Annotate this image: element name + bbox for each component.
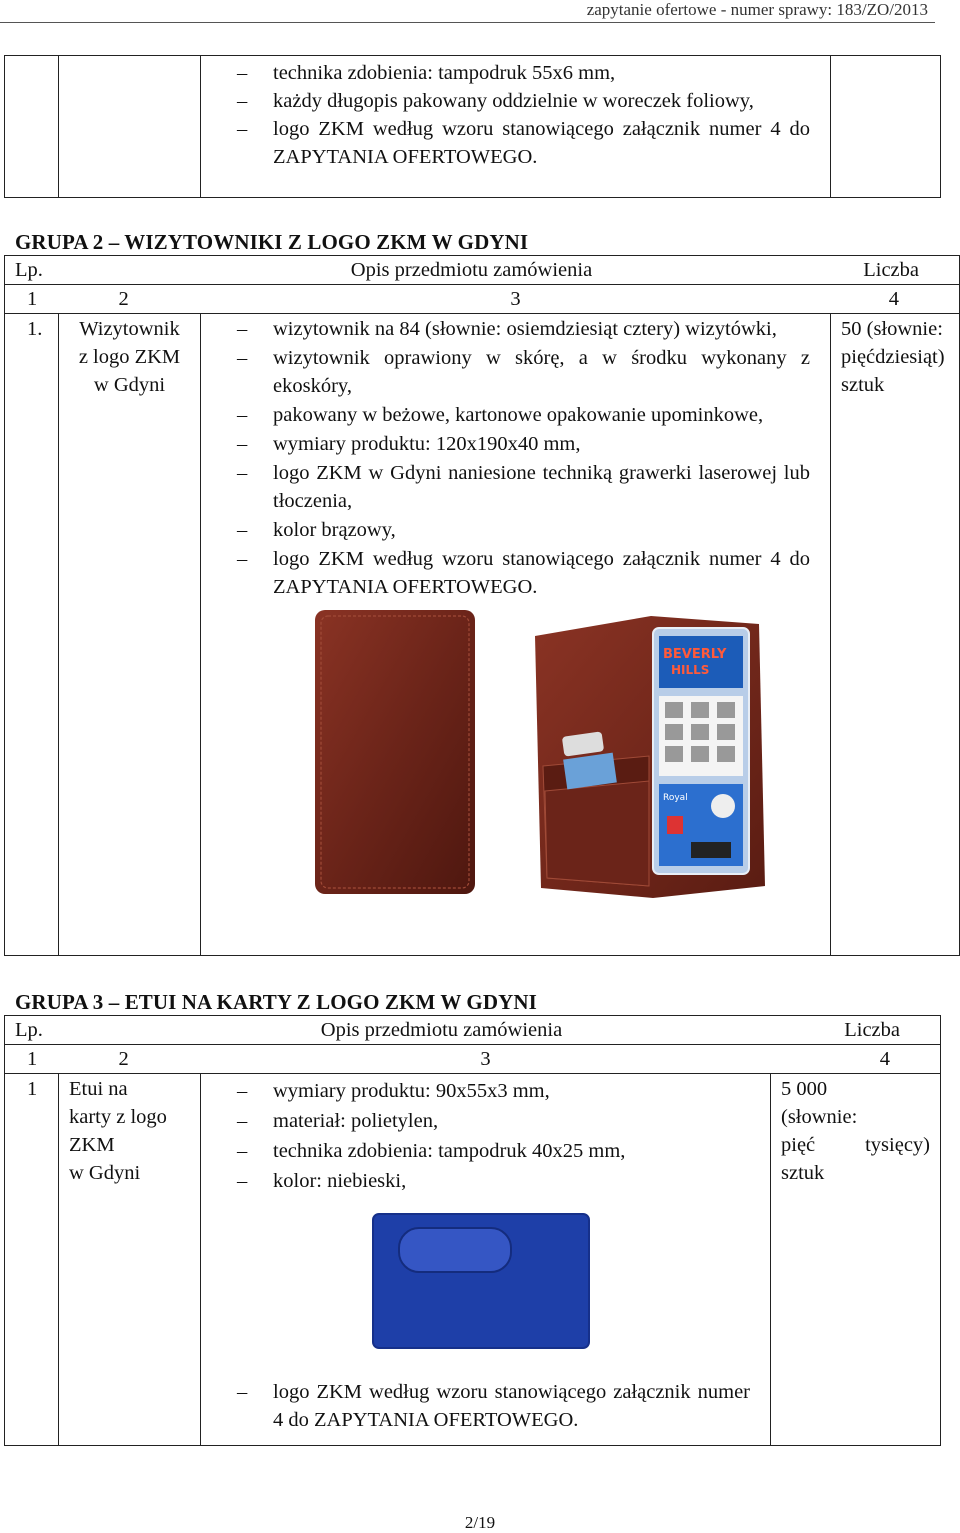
count-line: pięć tysięcy)	[781, 1134, 930, 1156]
group2-row-desc	[201, 314, 831, 956]
list-item: – kolor: niebieski,	[195, 1166, 750, 1196]
top-continuation-table	[4, 55, 941, 198]
group2-row-lp: 1.	[5, 314, 59, 956]
count-line: sztuk	[781, 1162, 825, 1184]
group2-table	[4, 255, 960, 956]
list-item: – wymiary produktu: 120x190x40 mm,	[195, 430, 810, 459]
top-spec-list	[195, 59, 810, 171]
group2-header-desc: Opis przedmiotu zamówienia	[59, 256, 831, 285]
top-desc-cell	[201, 56, 831, 198]
list-item: – logo ZKM według wzoru stanowiącego załącznik numer 4 do ZAPYTANIA OFERTOWEGO.	[195, 545, 810, 602]
group3-header-lp: Lp.	[5, 1016, 59, 1045]
wallet-closed-image	[311, 608, 481, 898]
list-item: – materiał: polietylen,	[195, 1106, 750, 1136]
document-header: zapytanie ofertowe - numer sprawy: 183/ZO/2013	[586, 0, 928, 19]
count-line: sztuk	[841, 374, 885, 396]
group3-row-name	[59, 1074, 201, 1446]
top-count-cell	[831, 56, 941, 198]
count-line: 50 (słownie:	[841, 318, 943, 340]
name-line: ZKM	[69, 1134, 115, 1156]
group3-header-count: Liczba	[771, 1016, 941, 1045]
group2-col-3: 3	[201, 285, 831, 314]
group3-row-desc	[201, 1074, 771, 1446]
list-item: – kolor brązowy,	[195, 516, 810, 545]
wallet-photos	[201, 608, 810, 903]
group2-header-count: Liczba	[831, 256, 960, 285]
group3-spec-list	[195, 1076, 750, 1196]
count-line: pięćdziesiąt)	[841, 346, 945, 368]
group3-col-4: 4	[771, 1045, 941, 1074]
name-line: Etui na	[69, 1078, 128, 1100]
list-item: – wymiary produktu: 90x55x3 mm,	[195, 1076, 750, 1106]
list-item: – logo ZKM w Gdyni naniesione techniką grawerki laserowej lub tłoczenia,	[195, 459, 810, 516]
photo-label-1: BEVERLY	[663, 647, 727, 663]
list-item: – logo ZKM według wzoru stanowiącego załącznik numer 4 do ZAPYTANIA OFERTOWEGO.	[195, 115, 810, 171]
group2-row-name	[59, 314, 201, 956]
list-item: – technika zdobienia: tampodruk 40x25 mm,	[195, 1136, 750, 1166]
group2-spec-list	[195, 315, 810, 602]
name-line: w Gdyni	[93, 374, 166, 396]
list-item: – wizytownik na 84 (słownie: osiemdziesiąt cztery) wizytówki,	[195, 315, 810, 344]
group3-row-lp: 1	[5, 1074, 59, 1446]
name-line: Wizytownik	[79, 318, 180, 340]
group3-row-count	[771, 1074, 941, 1446]
group2-row-count	[831, 314, 960, 956]
count-line: (słownie:	[781, 1106, 858, 1128]
name-line: w Gdyni	[69, 1162, 141, 1184]
group2-col-2: 2	[59, 285, 201, 314]
group2-col-4: 4	[831, 285, 960, 314]
group3-col-1: 1	[5, 1045, 59, 1074]
group3-title: GRUPA 3 – ETUI NA KARTY Z LOGO ZKM W GDYNI	[15, 990, 537, 1014]
list-item: – technika zdobienia: tampodruk 55x6 mm,	[195, 59, 810, 87]
group3-table	[4, 1015, 941, 1446]
group3-spec-list-after	[195, 1378, 750, 1434]
top-lp-cell	[5, 56, 59, 198]
group3-header-desc: Opis przedmiotu zamówienia	[59, 1016, 771, 1045]
list-item: – wizytownik oprawiony w skórę, a w środku wykonany z ekoskóry,	[195, 344, 810, 401]
top-name-cell	[59, 56, 201, 198]
group3-col-2: 2	[59, 1045, 201, 1074]
group3-col-3: 3	[201, 1045, 771, 1074]
list-item: – pakowany w beżowe, kartonowe opakowanie upominkowe,	[195, 401, 810, 430]
photo-brand: Royal	[663, 793, 688, 804]
card-case-photo	[201, 1202, 750, 1362]
group2-col-1: 1	[5, 285, 59, 314]
list-item: – logo ZKM według wzoru stanowiącego załącznik numer 4 do ZAPYTANIA OFERTOWEGO.	[195, 1378, 750, 1434]
count-line: 5 000	[781, 1078, 828, 1100]
name-line: karty z logo	[69, 1106, 167, 1128]
list-item: – każdy długopis pakowany oddzielnie w woreczek foliowy,	[195, 87, 810, 115]
wallet-open-image	[531, 616, 781, 906]
card-case-image	[371, 1212, 591, 1352]
page-number: 2/19	[464, 1513, 496, 1532]
name-line: z logo ZKM	[78, 346, 181, 368]
photo-label-2: HILLS	[671, 663, 710, 678]
group2-title: GRUPA 2 – WIZYTOWNIKI Z LOGO ZKM W GDYNI	[15, 230, 529, 254]
header-divider	[0, 22, 935, 23]
group2-header-lp: Lp.	[5, 256, 59, 285]
